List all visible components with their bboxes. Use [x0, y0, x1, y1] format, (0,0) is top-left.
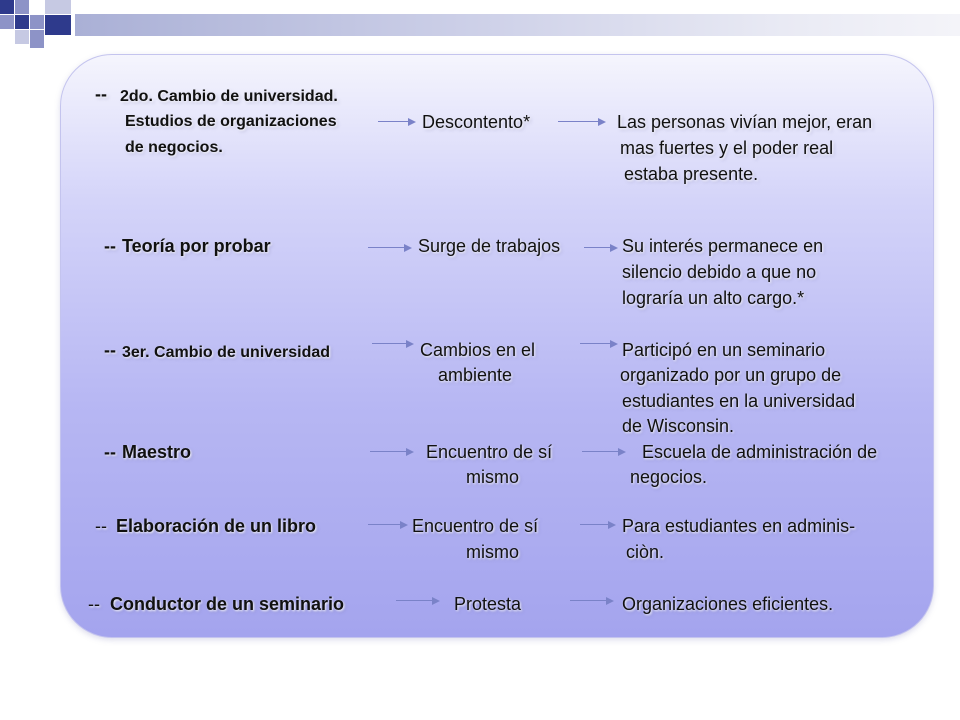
row-right-line: Las personas vivían mejor, eran [617, 112, 873, 132]
row-left-line: Conductor de un seminario [110, 594, 345, 614]
arrow-icon [570, 597, 614, 605]
row-right-line: estaba presente. [624, 164, 759, 184]
row-middle-line: Cambios en el [420, 340, 536, 360]
arrow-icon [370, 448, 414, 456]
row-middle-line: ambiente [438, 365, 513, 385]
row-right-line: Organizaciones eficientes. [622, 594, 834, 614]
row-left-line: Estudios de organizaciones [125, 113, 337, 130]
row-right-line: mas fuertes y el poder real [620, 138, 834, 158]
corner-square-mid [30, 15, 44, 29]
row-prefix: -- [104, 442, 116, 462]
arrow-icon [582, 448, 626, 456]
row-left-line: Elaboración de un libro [116, 516, 317, 536]
arrow-icon [580, 340, 618, 348]
corner-square-dark [45, 15, 71, 35]
row-right-line: de Wisconsin. [622, 416, 735, 436]
arrow-icon [580, 521, 616, 529]
row-right-line: lograría un alto cargo.* [622, 288, 805, 308]
row-right-line: silencio debido a que no [622, 262, 817, 282]
corner-square-light [15, 30, 29, 44]
corner-square-mid [0, 15, 14, 29]
row-left-line: 3er. Cambio de universidad [122, 344, 331, 361]
row-right-line: Escuela de administración de [642, 442, 878, 462]
arrow-icon [372, 340, 414, 348]
row-right-line: Para estudiantes en adminis- [622, 516, 856, 536]
row-middle-line: Encuentro de sí [426, 442, 553, 462]
row-middle-line: Surge de trabajos [418, 236, 561, 256]
row-left-line: 2do. Cambio de universidad. [120, 88, 338, 105]
arrow-icon [378, 118, 416, 126]
corner-square-dark [0, 0, 14, 14]
corner-square-mid [15, 0, 29, 14]
arrow-icon [368, 521, 408, 529]
row-prefix: -- [104, 340, 116, 360]
arrow-icon [558, 118, 606, 126]
row-left-line: de negocios. [125, 139, 223, 156]
row-middle-line: Descontento* [422, 112, 531, 132]
arrow-icon [368, 244, 412, 252]
arrow-icon [584, 244, 618, 252]
arrow-icon [396, 597, 440, 605]
row-right-line: estudiantes en la universidad [622, 391, 856, 411]
row-prefix: -- [95, 516, 107, 536]
row-right-line: Participó en un seminario [622, 340, 826, 360]
row-middle-line: Encuentro de sí [412, 516, 539, 536]
corner-square-mid [30, 30, 44, 48]
corner-square-dark [15, 15, 29, 29]
header-gradient-bar [75, 14, 960, 36]
row-middle-line: mismo [466, 467, 519, 487]
row-prefix: -- [95, 84, 107, 104]
row-right-line: organizado por un grupo de [620, 365, 842, 385]
row-prefix: -- [104, 236, 116, 256]
row-right-line: negocios. [630, 467, 708, 487]
row-prefix: -- [88, 594, 100, 614]
row-right-line: Su interés permanece en [622, 236, 824, 256]
row-right-line: ciòn. [626, 542, 665, 562]
row-middle-line: mismo [466, 542, 519, 562]
row-middle-line: Protesta [454, 594, 522, 614]
row-left-line: Maestro [122, 442, 192, 462]
corner-square-light [45, 0, 71, 14]
row-left-line: Teoría por probar [122, 236, 271, 256]
